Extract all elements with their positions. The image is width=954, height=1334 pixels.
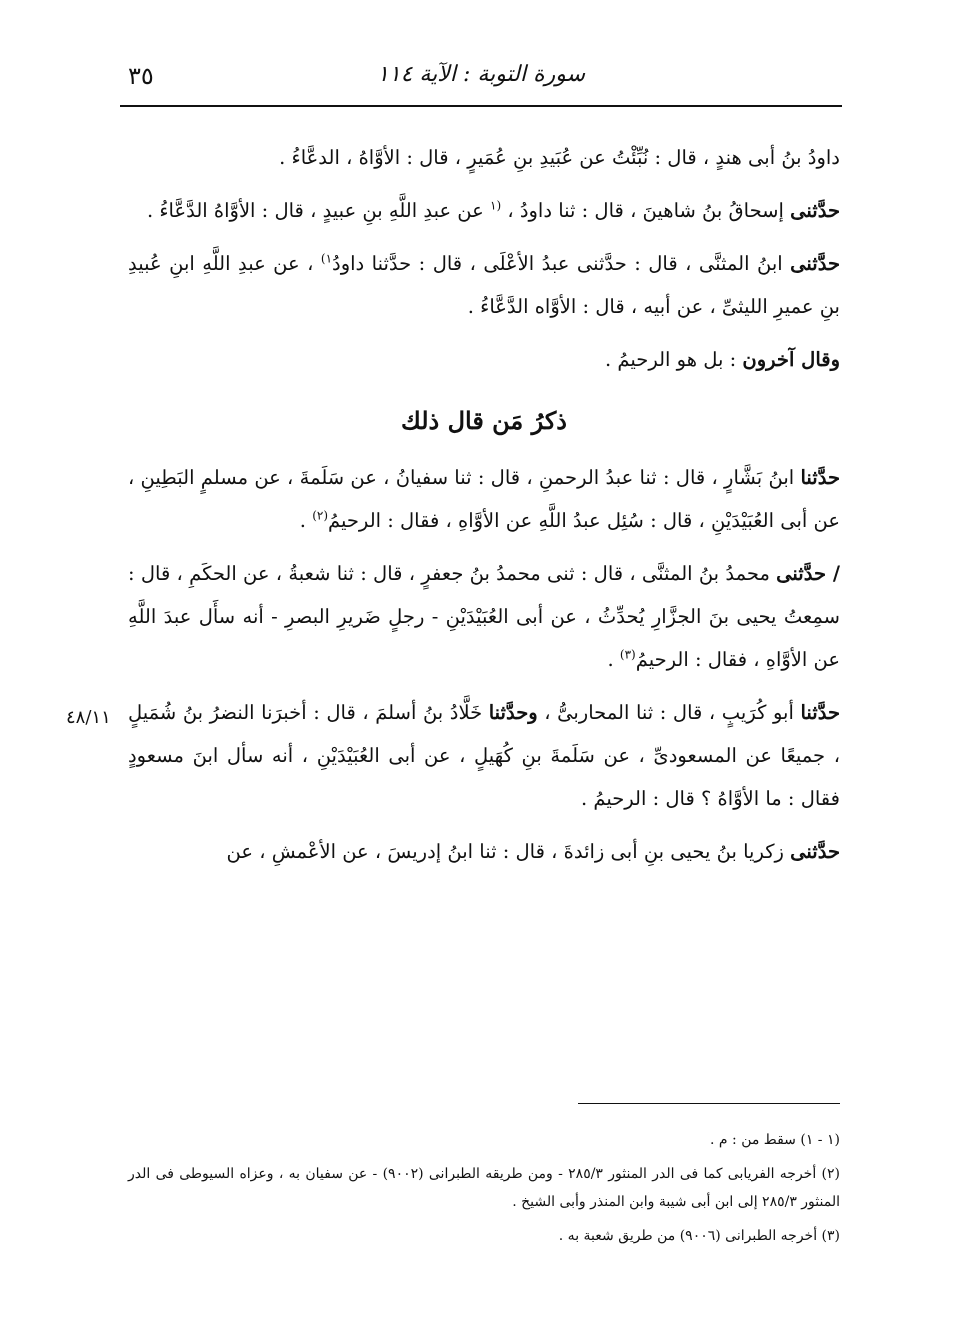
paragraph-text: . <box>607 648 620 671</box>
paragraph <box>128 136 840 179</box>
footnote-rule <box>578 1103 840 1104</box>
footnote-3: (٣) أخرجه الطبرانى (٩٠٠٦) من طريق شعبة به . <box>558 1228 840 1244</box>
paragraph-text: أبو كُرَيبٍ ، قال : ثنا المحاربىُّ ، <box>537 701 801 724</box>
paragraph-text: ، عن عبدِ اللَّهِ ابنِ عُبيدِ بنِ عميرِ الليثىِّ ، عن أبيه ، قال : الأوَّاه الدَّعَّاءُ . <box>128 252 840 318</box>
isnad-keyword: وحدَّثنا <box>488 701 538 724</box>
page-header <box>120 62 842 98</box>
paragraph-text: : بل هو الرحيمُ . <box>605 348 743 371</box>
paragraph-text: داودُ بنُ أبى هندٍ ، قال : نُبِّئْتُ عن عُبَيدِ بنِ عُمَيرٍ ، قال : الأوَّاهُ ، الدعَّاءُ . <box>279 146 840 169</box>
footnote-2: (٢) أخرجه الفريابى كما فى الدر المنثور ٢٨٥/٣ - ومن طريقه الطبرانى (٩٠٠٢) - عن سفيان به ، وعزاه السيوطى فى الدر المنثور ٢٨٥/٣ إلى ابن أبى شيبة وابن المنذر وأبى الشيخ . <box>128 1166 840 1210</box>
footnotes <box>128 1126 840 1256</box>
paragraph-text: خَلَّادُ بنُ أسلمَ ، قال : أخبرَنا النضرُ بنُ شُمَيلٍ ، جميعًا عن المسعودىِّ ، عن سَلَمةَ بنِ كُهَيلٍ ، عن أبى العُبَيْدَيْنِ ، أنه سأل ابنَ مسعودٍ فقال : ما الأوَّاهُ ؟ قال : الرحيمُ . <box>128 701 840 810</box>
footnote-1: (١ - ١) سقط من : م . <box>710 1132 840 1148</box>
footnote-reference: (٢) <box>312 508 329 523</box>
isnad-keyword: / حدَّثنى <box>776 562 841 585</box>
footnote-reference: (٣) <box>619 647 636 662</box>
paragraph <box>128 456 840 542</box>
isnad-keyword: وقال آخرون <box>742 348 840 371</box>
paragraph <box>128 242 840 328</box>
running-title: سورة التوبة : الآية ١١٤ <box>376 62 586 87</box>
paragraph-text: ابنُ المثنَّى ، قال : حدَّثنى عبدُ الأعْلَى ، قال : حدَّثنا داودُ <box>332 252 791 275</box>
paragraph-group-2 <box>128 456 840 873</box>
isnad-keyword: حدَّثنى <box>790 252 840 275</box>
paragraph-text: عن عبدِ اللَّهِ بنِ عبيدٍ ، قال : الأوَّاهُ الدَّعَّاءُ . <box>146 199 490 222</box>
section-heading: ذكرُ مَن قال ذلك <box>401 406 567 435</box>
main-text <box>128 136 840 883</box>
isnad-keyword: حدَّثنا <box>800 466 840 489</box>
paragraph-text: زكريا بنُ يحيى بنِ أبى زائدةَ ، قال : ثنا ابنُ إدريسَ ، عن الأعْمشِ ، عن <box>226 840 791 863</box>
paragraph-text: محمدُ بنُ المثنَّى ، قال : ثنى محمدُ بنُ جعفرٍ ، قال : ثنا شعبةُ ، عن الحكَمِ ، قال : سمِعتُ يحيى بنَ الجزَّارِ يُحدِّثُ ، عن أبى العُبَيْدَيْنِ - رجلٍ ضَريرِ البصرِ - أنه سأَل عبدَ اللَّهِ عن الأوَّاهِ ، فقال : الرحيمُ <box>128 562 840 671</box>
paragraph-text: . <box>299 509 313 532</box>
footnote-reference: ١) <box>320 251 333 266</box>
paragraph-group-1 <box>128 136 840 381</box>
margin-page-reference: ٤٨/١١ <box>66 707 111 728</box>
paragraph <box>128 830 840 873</box>
isnad-keyword: حدَّثنى <box>790 199 840 222</box>
paragraph <box>128 338 840 381</box>
paragraph-text: ابنُ بَشَّارٍ ، قال : ثنا عبدُ الرحمنِ ، قال : ثنا سفيانُ ، عن سَلَمةَ ، عن مسلمٍ البَطِينِ ، عن أبى العُبَيْدَيْنِ ، قال : سُئِل عبدُ اللَّهِ عن الأوَّاهِ ، فقال : الرحيمُ <box>128 466 840 532</box>
paragraph-text: إسحاقُ بنُ شاهينَ ، قال : ثنا داودُ ، <box>501 199 791 222</box>
footnote-reference: (١ <box>489 198 502 213</box>
page-number: ٣٥ <box>128 62 154 90</box>
paragraph <box>128 552 840 681</box>
paragraph <box>128 189 840 232</box>
isnad-keyword: حدَّثنى <box>790 840 840 863</box>
paragraph <box>128 691 840 820</box>
header-rule <box>120 105 842 107</box>
isnad-keyword: حدَّثنا <box>800 701 840 724</box>
